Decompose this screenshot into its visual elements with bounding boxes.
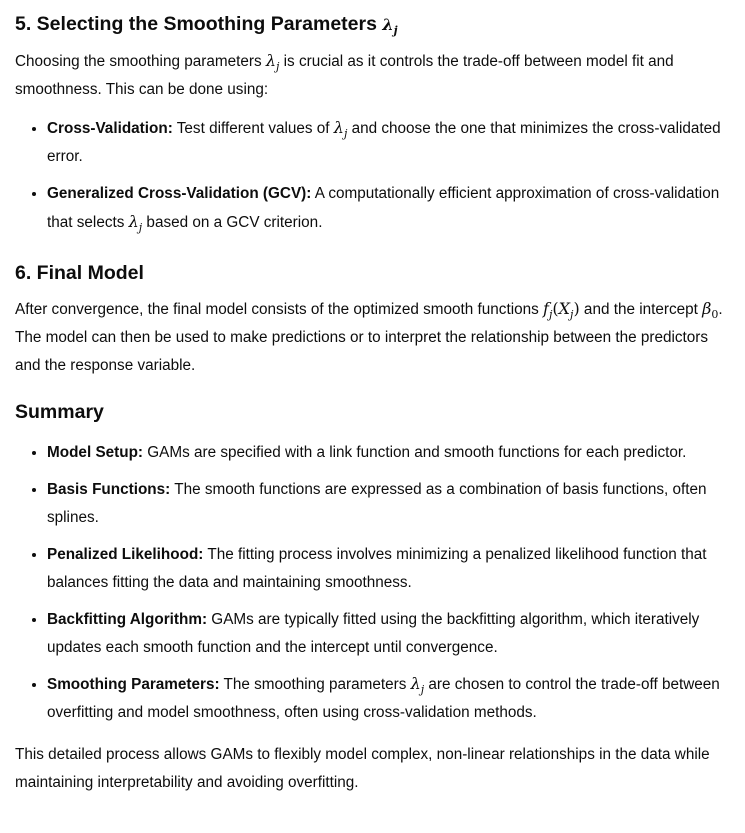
math-fj-xj: $f_j(X_j)$ [543,299,580,321]
math-beta-0: $\beta_0$ [702,299,719,321]
section-heading: 6. Final Model [15,262,144,284]
paragraph: After convergence, the final model consists of the optimized smooth functions $f_j(X_j)$ and the intercept $\beta_0$. The model can then be used to make predictions or to interpret the relationship between the predictors and the response variable. [15,299,723,374]
math-lambda-j: $\lambda_j$ [265,51,280,73]
bullet-list [15,114,731,237]
math-lambda-j: $\lambda_j$ [382,15,398,37]
section-heading: Summary [15,401,104,423]
list-item: • Model Setup: GAMs are specified with a link function and smooth functions for each predictor. [47,438,731,467]
list-item: • Penalized Likelihood: The fitting process involves minimizing a penalized likelihood function that balances fitting the data and maintaining smoothness. [47,540,731,597]
section-heading: 5. Selecting the Smoothing Parameters $\lambda_j$ [15,13,398,37]
list-item: • Basis Functions: The smooth functions are expressed as a combination of basis functions, often splines. [47,475,731,532]
list-item: • Smoothing Parameters: The smoothing parameters $\lambda_j$ are chosen to control the trade-off between overfitting and model smoothness, often using cross-validation methods. [47,670,731,727]
list-item: • Generalized Cross-Validation (GCV): A computationally efficient approximation of cross-validation that selects $\lambda_j$ based on a GCV criterion. [47,179,731,237]
list-item: • Cross-Validation: Test different values of $\lambda_j$ and choose the one that minimizes the cross-validated error. [47,114,731,171]
list-item: • Backfitting Algorithm: GAMs are typically fitted using the backfitting algorithm, which iteratively updates each smooth function and the intercept until convergence. [47,605,731,662]
bullet-list [15,438,731,727]
conclusion-paragraph: This detailed process allows GAMs to flexibly model complex, non-linear relationships in the data while maintaining interpretability and avoiding overfitting. [15,746,710,791]
paragraph: Choosing the smoothing parameters $\lambda_j$ is crucial as it controls the trade-off between model fit and smoothness. This can be done using: [15,51,674,98]
